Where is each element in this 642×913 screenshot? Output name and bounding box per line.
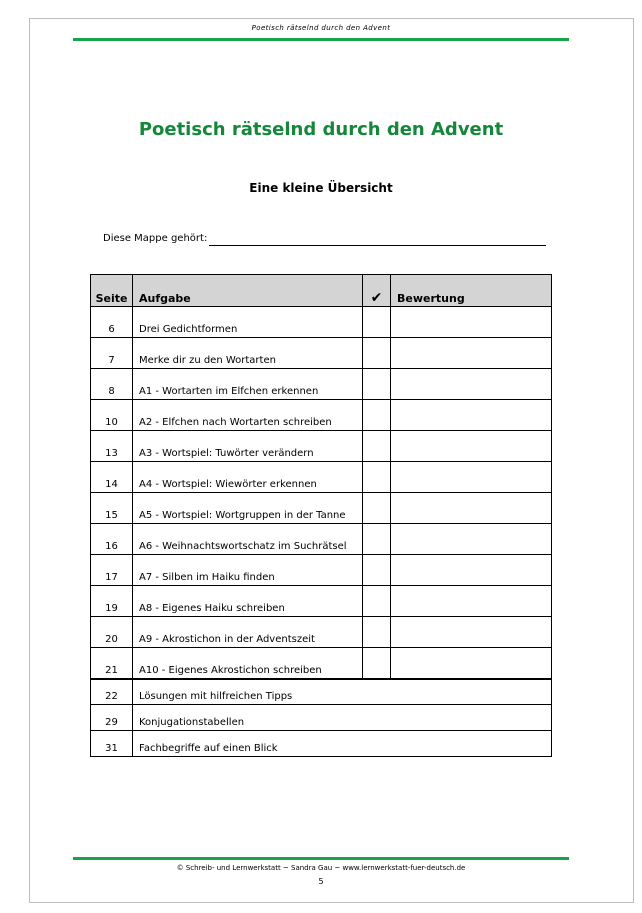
row-aufgabe: A1 - Wortarten im Elfchen erkennen xyxy=(133,369,363,400)
row-check-cell[interactable] xyxy=(363,400,391,431)
row-aufgabe: A6 - Weihnachtswortschatz im Suchrätsel xyxy=(133,524,363,555)
row-bewertung-cell[interactable] xyxy=(391,586,552,617)
table-row xyxy=(91,586,552,617)
row-bewertung-cell[interactable] xyxy=(391,648,552,679)
table-row xyxy=(91,431,552,462)
row-bewertung-cell[interactable] xyxy=(391,524,552,555)
table-row xyxy=(91,555,552,586)
table-row xyxy=(91,369,552,400)
row-aufgabe: A10 - Eigenes Akrostichon schreiben xyxy=(133,648,363,679)
row-check-cell[interactable] xyxy=(363,648,391,679)
row-check-cell[interactable] xyxy=(363,493,391,524)
table-row xyxy=(91,307,552,338)
row-check-cell[interactable] xyxy=(363,338,391,369)
row-check-cell[interactable] xyxy=(363,307,391,338)
row-bewertung-cell[interactable] xyxy=(391,369,552,400)
row-seite: 29 xyxy=(91,705,133,731)
table-row xyxy=(91,400,552,431)
row-seite: 17 xyxy=(91,555,133,586)
row-aufgabe: A7 - Silben im Haiku finden xyxy=(133,555,363,586)
header-check-icon: ✔ xyxy=(363,275,391,307)
header-bewertung: Bewertung xyxy=(391,275,552,307)
row-check-cell[interactable] xyxy=(363,617,391,648)
row-bewertung-cell[interactable] xyxy=(391,400,552,431)
page-number: 5 xyxy=(318,877,324,886)
row-seite: 20 xyxy=(91,617,133,648)
footer-rule xyxy=(73,857,569,860)
table-row xyxy=(91,705,552,731)
row-bewertung-cell[interactable] xyxy=(391,338,552,369)
row-aufgabe: Lösungen mit hilfreichen Tipps xyxy=(133,679,552,705)
row-check-cell[interactable] xyxy=(363,555,391,586)
table-row xyxy=(91,617,552,648)
row-seite: 31 xyxy=(91,731,133,757)
header-seite: Seite xyxy=(91,275,133,307)
row-bewertung-cell[interactable] xyxy=(391,617,552,648)
table-row xyxy=(91,648,552,679)
row-aufgabe: A3 - Wortspiel: Tuwörter verändern xyxy=(133,431,363,462)
row-seite: 7 xyxy=(91,338,133,369)
owner-label: Diese Mappe gehört: xyxy=(103,233,208,244)
row-check-cell[interactable] xyxy=(363,462,391,493)
row-aufgabe: A9 - Akrostichon in der Adventszeit xyxy=(133,617,363,648)
running-header: Poetisch rätselnd durch den Advent xyxy=(251,24,391,32)
document-title: Poetisch rätselnd durch den Advent xyxy=(138,119,504,140)
header-rule xyxy=(73,38,569,41)
row-aufgabe: A4 - Wortspiel: Wiewörter erkennen xyxy=(133,462,363,493)
table-row xyxy=(91,493,552,524)
row-aufgabe: Konjugationstabellen xyxy=(133,705,552,731)
owner-name-line[interactable] xyxy=(209,245,546,246)
row-seite: 22 xyxy=(91,679,133,705)
row-bewertung-cell[interactable] xyxy=(391,555,552,586)
row-seite: 19 xyxy=(91,586,133,617)
row-seite: 14 xyxy=(91,462,133,493)
table-row xyxy=(91,731,552,757)
row-bewertung-cell[interactable] xyxy=(391,462,552,493)
document-subtitle: Eine kleine Übersicht xyxy=(249,181,393,195)
row-aufgabe: A5 - Wortspiel: Wortgruppen in der Tanne xyxy=(133,493,363,524)
table-row xyxy=(91,524,552,555)
row-aufgabe: Merke dir zu den Wortarten xyxy=(133,338,363,369)
row-seite: 16 xyxy=(91,524,133,555)
row-seite: 10 xyxy=(91,400,133,431)
table-row xyxy=(91,679,552,705)
header-aufgabe: Aufgabe xyxy=(133,275,363,307)
row-seite: 15 xyxy=(91,493,133,524)
row-seite: 13 xyxy=(91,431,133,462)
row-aufgabe: Fachbegriffe auf einen Blick xyxy=(133,731,552,757)
table-row xyxy=(91,338,552,369)
row-seite: 6 xyxy=(91,307,133,338)
row-seite: 8 xyxy=(91,369,133,400)
row-seite: 21 xyxy=(91,648,133,679)
overview-table xyxy=(90,274,552,757)
row-bewertung-cell[interactable] xyxy=(391,431,552,462)
row-aufgabe: Drei Gedichtformen xyxy=(133,307,363,338)
row-check-cell[interactable] xyxy=(363,431,391,462)
table-header-row xyxy=(91,275,552,307)
table-row xyxy=(91,462,552,493)
row-bewertung-cell[interactable] xyxy=(391,493,552,524)
row-aufgabe: A8 - Eigenes Haiku schreiben xyxy=(133,586,363,617)
row-check-cell[interactable] xyxy=(363,369,391,400)
row-aufgabe: A2 - Elfchen nach Wortarten schreiben xyxy=(133,400,363,431)
row-bewertung-cell[interactable] xyxy=(391,307,552,338)
row-check-cell[interactable] xyxy=(363,586,391,617)
footer-copyright: © Schreib- und Lernwerkstatt ~ Sandra Gau ~ www.lernwerkstatt-fuer-deutsch.de xyxy=(176,864,466,872)
row-check-cell[interactable] xyxy=(363,524,391,555)
